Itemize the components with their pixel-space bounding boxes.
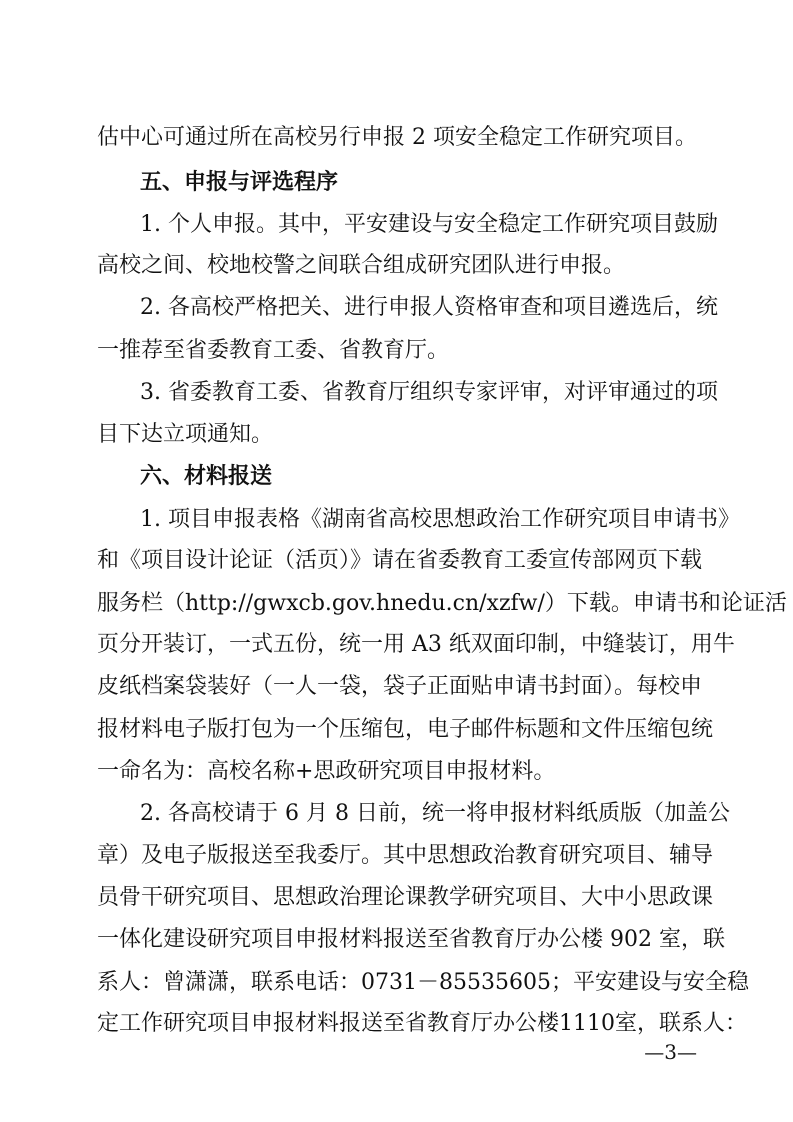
paragraph-line: 系人：曾潇潇，联系电话：0731－85535605；平安建设与安全稳 (97, 970, 749, 995)
paragraph-line: 3. 省委教育工委、省教育厅组织专家评审，对评审通过的项 (140, 380, 718, 405)
paragraph-line: 一命名为：高校名称+思政研究项目申报材料。 (97, 759, 556, 784)
paragraph-line: 章）及电子版报送至我委厅。其中思想政治教育研究项目、辅导 (97, 843, 714, 868)
paragraph-line: 定工作研究项目申报材料报送至省教育厅办公楼1110室，联系人： (97, 1011, 747, 1036)
paragraph-line: 皮纸档案袋装好（一人一袋，袋子正面贴申请书封面）。每校申 (97, 674, 703, 699)
paragraph-line: 高校之间、校地校警之间联合组成研究团队进行申报。 (97, 253, 626, 278)
paragraph-line: 页分开装订，一式五份，统一用 A3 纸双面印制，中缝装订，用牛 (97, 632, 735, 657)
section-heading: 六、材料报送 (140, 463, 273, 489)
paragraph-line: 1. 个人申报。其中，平安建设与安全稳定工作研究项目鼓励 (140, 212, 718, 237)
paragraph-line: 一推荐至省委教育工委、省教育厅。 (97, 338, 450, 363)
paragraph-line: 2. 各高校请于 6 月 8 日前，统一将申报材料纸质版（加盖公 (140, 801, 730, 826)
paragraph-line: 1. 项目申报表格《湖南省高校思想政治工作研究项目申请书》 (140, 507, 740, 532)
paragraph-line: 目下达立项通知。 (97, 422, 274, 447)
section-heading: 五、申报与评选程序 (140, 169, 339, 195)
paragraph-line: 2. 各高校严格把关、进行申报人资格审查和项目遴选后，统 (140, 295, 718, 320)
paragraph-line: 员骨干研究项目、思想政治理论课教学研究项目、大中小思政课 (97, 885, 714, 910)
paragraph-line: 服务栏（http://gwxcb.gov.hnedu.cn/xzfw/）下载。申请书和论证活 (97, 591, 787, 616)
paragraph-line: 报材料电子版打包为一个压缩包，电子邮件标题和文件压缩包统 (97, 717, 714, 742)
paragraph-line: 估中心可通过所在高校另行申报 2 项安全稳定工作研究项目。 (97, 125, 697, 150)
paragraph-line: 和《项目设计论证（活页）》请在省委教育工委宣传部网页下载 (97, 548, 703, 573)
paragraph-line: 一体化建设研究项目申报材料报送至省教育厅办公楼 902 室，联 (97, 927, 725, 952)
page-number: —3— (644, 1040, 697, 1064)
